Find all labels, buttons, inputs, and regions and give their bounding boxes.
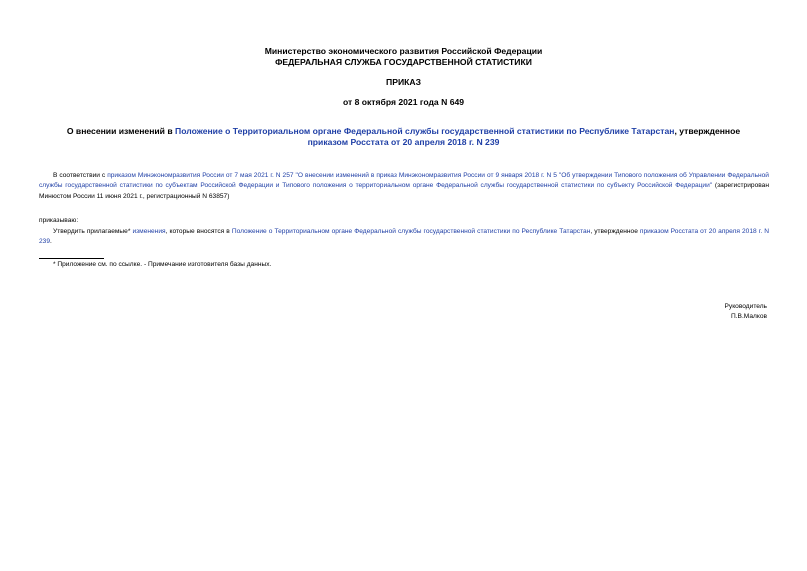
- title-prefix: О внесении изменений в: [66, 126, 176, 136]
- preamble-text-end: (зарегистрирован Минюстом России 11 июня 2021 г., регистрационный N 63857): [39, 182, 769, 200]
- footnote-text: * Приложение см. по ссылке. - Примечание изготовителя базы данных.: [53, 261, 272, 268]
- document-date-number: от 8 октября 2021 года N 649: [342, 97, 465, 107]
- order-link-rosstat-order[interactable]: приказом Росстата от 20 апреля 2018 г. N 239: [39, 228, 769, 246]
- title-middle: , утвержденное: [674, 126, 741, 136]
- signature-name: П.В.Малков: [730, 313, 767, 320]
- preamble-text-start: В соответствии с: [53, 172, 108, 179]
- preamble-paragraph: [39, 171, 769, 202]
- order-text-1: Утвердить прилагаемые*: [53, 228, 133, 235]
- order-paragraph: [39, 227, 769, 248]
- footnote-divider: [39, 258, 104, 259]
- title-link-order[interactable]: приказом Росстата от 20 апреля 2018 г. N 239: [307, 137, 500, 147]
- signature-position: Руководитель: [724, 303, 767, 310]
- service-heading: ФЕДЕРАЛЬНАЯ СЛУЖБА ГОСУДАРСТВЕННОЙ СТАТИСТИКИ: [275, 57, 532, 67]
- title-link-regulation[interactable]: Положение о Территориальном органе Федеральной службы государственной статистики по Республике Татарстан: [175, 126, 675, 136]
- order-text-2: , которые вносятся в: [165, 228, 232, 235]
- document-type: ПРИКАЗ: [386, 77, 421, 87]
- order-link-changes[interactable]: изменения: [132, 228, 166, 235]
- preamble-link-order[interactable]: приказом Минэкономразвития России от 7 мая 2021 г. N 257 "О внесении изменений в приказ Минэкономразвития России от 9 января 2018 г. N 5 "Об утверждении Типового положения об Управлении Федеральной службы государственной статистики по субъектам Российской Федерации и Типового положения о территориальном органе Федеральной службы государственной статистики по субъекту Российской Федерации": [39, 172, 769, 190]
- document-title: [50, 126, 757, 148]
- order-text-4: .: [50, 238, 52, 246]
- order-command: приказываю:: [39, 217, 79, 224]
- ministry-heading: Министерство экономического развития Российской Федерации: [264, 46, 543, 56]
- order-link-regulation[interactable]: Положение о Территориальном органе Федеральной службы государственной статистики по Республике Татарстан: [231, 228, 591, 235]
- order-text-3: , утвержденное: [590, 228, 640, 235]
